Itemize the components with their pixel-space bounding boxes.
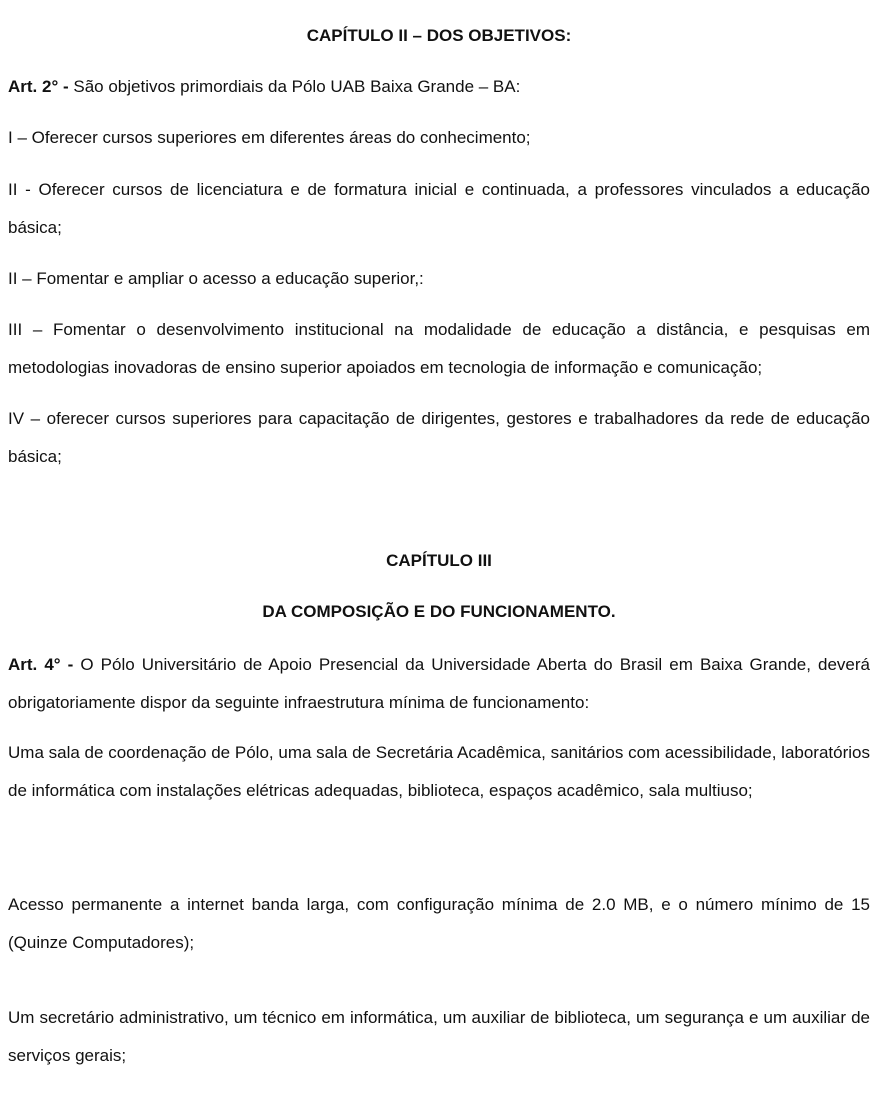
objective-item: IV – oferecer cursos superiores para capacitação de dirigentes, gestores e trabalhadores da rede de educação básica; (8, 409, 870, 466)
objective-item: II – Fomentar e ampliar o acesso a educação superior,: (8, 269, 424, 288)
chapter3-title: CAPÍTULO III (386, 551, 492, 570)
infrastructure-paragraph: Uma sala de coordenação de Pólo, uma sala de Secretária Acadêmica, sanitários com acessibilidade, laboratórios de informática com instalações elétricas adequadas, biblioteca, espaços acadêmico, sala multiuso; (8, 743, 870, 800)
art4-text: O Pólo Universitário de Apoio Presencial da Universidade Aberta do Brasil em Baixa Grande, deverá obrigatoriamente dispor da seguinte infraestrutura mínima de funcionamento: (8, 655, 870, 712)
art2-label: Art. 2° - (8, 77, 69, 96)
art4-paragraph (8, 646, 870, 722)
objective-item: II - Oferecer cursos de licenciatura e de formatura inicial e continuada, a professores vinculados a educação básica; (8, 180, 870, 237)
chapter3-subtitle: DA COMPOSIÇÃO E DO FUNCIONAMENTO. (262, 602, 616, 621)
staff-paragraph: Um secretário administrativo, um técnico em informática, um auxiliar de biblioteca, um segurança e um auxiliar de serviços gerais; (8, 1008, 870, 1065)
art4-label: Art. 4° - (8, 655, 74, 674)
objective-item: III – Fomentar o desenvolvimento institucional na modalidade de educação a distância, e pesquisas em metodologias inovadoras de ensino superior apoiados em tecnologia de informação e comunicação; (8, 320, 870, 377)
chapter2-title: CAPÍTULO II – DOS OBJETIVOS: (306, 26, 572, 45)
art2-paragraph (8, 68, 870, 106)
art2-text: São objetivos primordiais da Pólo UAB Baixa Grande – BA: (68, 77, 521, 96)
internet-paragraph: Acesso permanente a internet banda larga, com configuração mínima de 2.0 MB, e o número mínimo de 15 (Quinze Computadores); (8, 895, 870, 952)
objective-item: I – Oferecer cursos superiores em diferentes áreas do conhecimento; (8, 128, 531, 147)
